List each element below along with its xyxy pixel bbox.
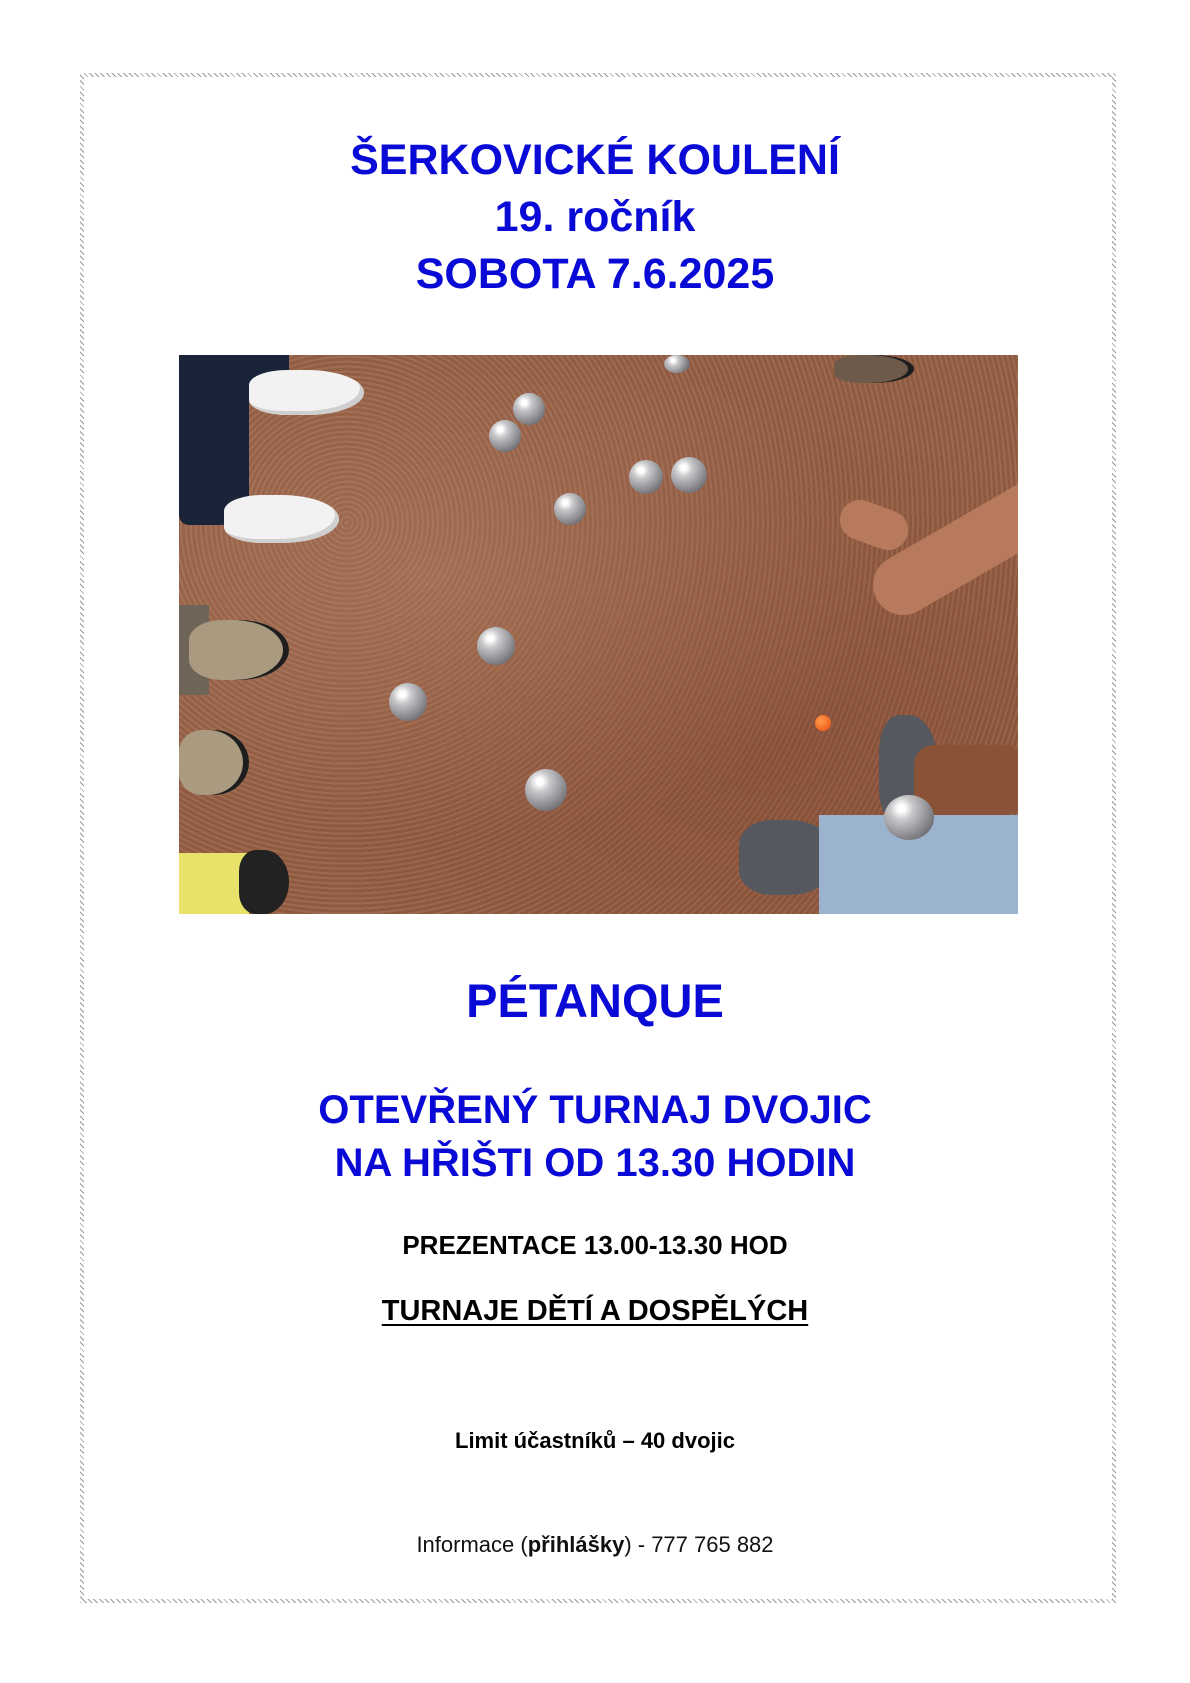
boule — [489, 420, 521, 452]
info-prefix: Informace ( — [416, 1532, 528, 1557]
white-sneaker — [249, 370, 364, 415]
registration-time: PREZENTACE 13.00-13.30 HOD — [402, 1230, 788, 1260]
brown-shoe — [834, 355, 914, 383]
boule — [671, 457, 707, 493]
boule-in-hand — [884, 795, 934, 840]
boule — [389, 683, 427, 721]
boule — [525, 769, 567, 811]
black-shoe — [239, 850, 289, 914]
participant-limit: Limit účastníků – 40 dvojic — [455, 1428, 735, 1453]
petanque-photo — [179, 355, 1018, 914]
tan-shoe — [189, 620, 289, 680]
tournament-categories: TURNAJE DĚTÍ A DOSPĚLÝCH — [381, 1295, 809, 1327]
info-phone: ) - 777 765 882 — [624, 1532, 774, 1557]
white-sneaker — [224, 495, 339, 543]
tournament-start-time: NA HŘIŠTI OD 13.30 HODIN — [334, 1141, 856, 1185]
boule — [513, 393, 545, 425]
info-registration-word: přihlášky — [527, 1532, 625, 1557]
event-edition: 19. ročník — [494, 193, 696, 241]
boule — [477, 627, 515, 665]
tan-shoe — [179, 730, 249, 795]
event-title: ŠERKOVICKÉ KOULENÍ — [350, 136, 840, 184]
tournament-type: OTEVŘENÝ TURNAJ DVOJIC — [318, 1088, 872, 1132]
pointing-hand — [834, 494, 913, 556]
event-date: SOBOTA 7.6.2025 — [415, 250, 775, 298]
boule — [629, 460, 663, 494]
boule — [664, 355, 690, 373]
boule — [554, 493, 586, 525]
orange-jack — [815, 715, 831, 731]
sport-heading: PÉTANQUE — [466, 974, 724, 1027]
contact-info — [0, 1531, 1190, 1559]
